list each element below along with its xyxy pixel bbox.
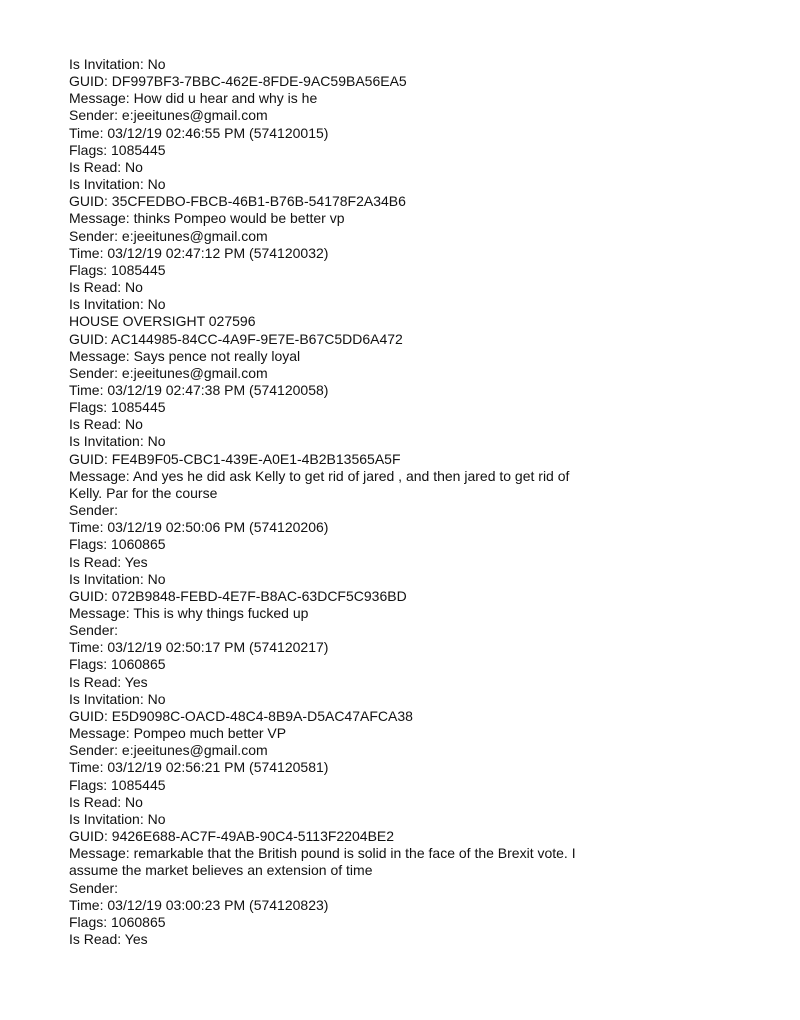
- text-line: Sender:: [69, 622, 119, 639]
- text-line: Flags: 1085445: [69, 261, 166, 278]
- text-line: Time: 03/12/19 03:00:23 PM (574120823): [69, 896, 329, 913]
- text-line: Message: remarkable that the British pound is solid in the face of the Brexit vote. I: [69, 845, 576, 862]
- text-line: Time: 03/12/19 02:56:21 PM (574120581): [69, 759, 329, 776]
- text-line: Flags: 1060865: [69, 536, 166, 553]
- text-line: Sender:: [69, 502, 119, 519]
- text-line: Message: How did u hear and why is he: [69, 90, 318, 107]
- text-line: Message: Pompeo much better VP: [69, 725, 287, 742]
- text-line: GUID: E5D9098C-OACD-48C4-8B9A-D5AC47AFCA38: [69, 707, 413, 724]
- text-line: Message: Says pence not really loyal: [69, 347, 301, 364]
- text-line: Flags: 1060865: [69, 913, 166, 930]
- text-line: Is Invitation: No: [69, 810, 166, 827]
- text-line: Is Invitation: No: [69, 570, 166, 587]
- document-text-body: [69, 56, 769, 948]
- text-line: Sender: e:jeeitunes@gmail.com: [69, 364, 268, 381]
- text-line: GUID: 9426E688-AC7F-49AB-90C4-5113F2204BE2: [69, 828, 395, 845]
- text-line: Is Invitation: No: [69, 56, 166, 72]
- text-line: HOUSE OVERSIGHT 027596: [69, 313, 256, 330]
- text-line: Flags: 1085445: [69, 399, 166, 416]
- text-line: Time: 03/12/19 02:50:06 PM (574120206): [69, 519, 329, 536]
- text-line: Sender: e:jeeitunes@gmail.com: [69, 742, 268, 759]
- text-line: Is Read: No: [69, 416, 143, 433]
- text-line: GUID: AC144985-84CC-4A9F-9E7E-B67C5DD6A472: [69, 330, 403, 347]
- text-line: assume the market believes an extension of time: [69, 862, 373, 879]
- text-line: Flags: 1060865: [69, 656, 166, 673]
- text-line: Time: 03/12/19 02:50:17 PM (574120217): [69, 639, 329, 656]
- text-line: Message: thinks Pompeo would be better vp: [69, 210, 345, 227]
- text-line: Sender:: [69, 879, 119, 896]
- text-line: Sender: e:jeeitunes@gmail.com: [69, 107, 268, 124]
- text-line: Is Read: Yes: [69, 673, 148, 690]
- text-line: Time: 03/12/19 02:46:55 PM (574120015): [69, 124, 329, 141]
- text-line: Is Read: No: [69, 158, 143, 175]
- text-line: GUID: DF997BF3-7BBC-462E-8FDE-9AC59BA56EA5: [69, 73, 407, 90]
- text-line: Is Read: No: [69, 279, 143, 296]
- text-line: GUID: FE4B9F05-CBC1-439E-A0E1-4B2B13565A5F: [69, 450, 401, 467]
- text-line: Message: This is why things fucked up: [69, 605, 309, 621]
- text-line: Is Invitation: No: [69, 176, 166, 193]
- text-line: Sender: e:jeeitunes@gmail.com: [69, 227, 268, 244]
- text-line: Is Read: Yes: [69, 553, 148, 570]
- text-line: Is Read: Yes: [69, 930, 148, 947]
- text-line: Time: 03/12/19 02:47:38 PM (574120058): [69, 381, 329, 398]
- text-line: Is Invitation: No: [69, 690, 166, 707]
- text-line: Time: 03/12/19 02:47:12 PM (574120032): [69, 244, 329, 261]
- text-line: Flags: 1085445: [69, 776, 166, 793]
- text-line: Kelly. Par for the course: [69, 484, 218, 501]
- text-line: Is Invitation: No: [69, 296, 166, 313]
- text-line: Is Read: No: [69, 793, 143, 810]
- text-line: GUID: 072B9848-FEBD-4E7F-B8AC-63DCF5C936BD: [69, 587, 407, 604]
- text-line: Is Invitation: No: [69, 433, 166, 450]
- text-line: Message: And yes he did ask Kelly to get rid of jared , and then jared to get rid of: [69, 467, 570, 484]
- text-line: Flags: 1085445: [69, 141, 166, 158]
- text-line: GUID: 35CFEDBO-FBCB-46B1-B76B-54178F2A34B6: [69, 193, 406, 210]
